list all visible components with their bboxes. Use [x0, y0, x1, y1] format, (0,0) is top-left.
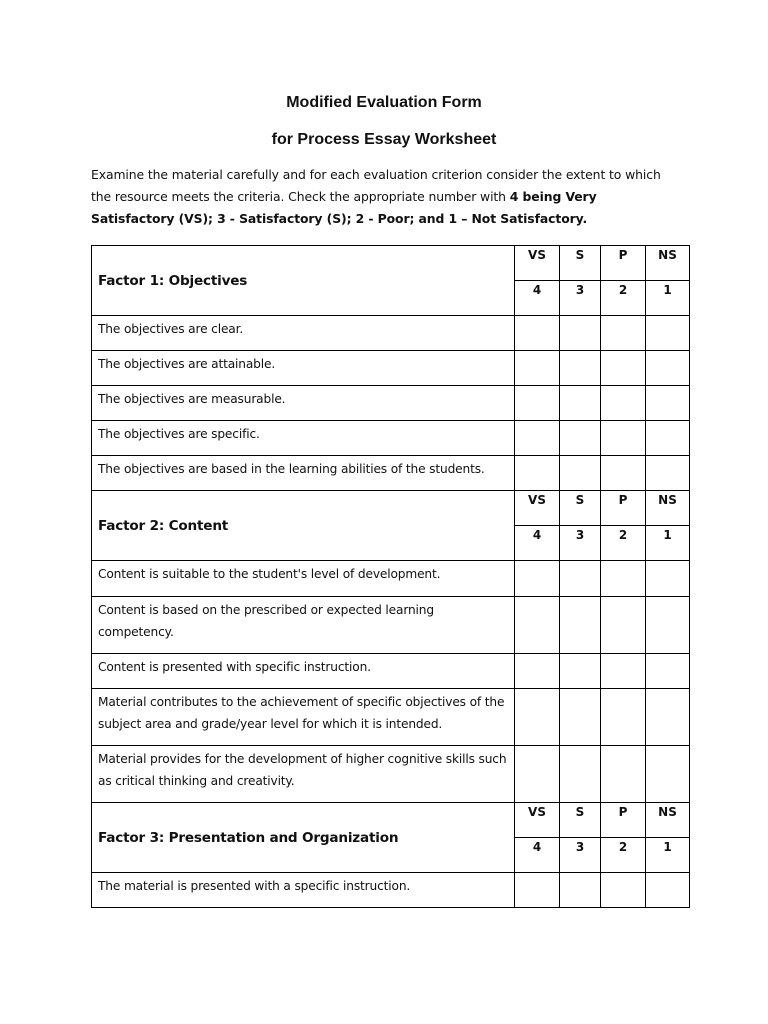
rating-checkbox-cell[interactable] — [646, 351, 690, 386]
factor-header-row — [92, 803, 690, 838]
factor-header-row — [92, 491, 690, 526]
rating-checkbox-cell[interactable] — [515, 386, 560, 421]
rating-checkbox-cell[interactable] — [646, 316, 690, 351]
rating-value: 3 — [560, 526, 601, 561]
rating-checkbox-cell[interactable] — [560, 654, 601, 689]
rating-checkbox-cell[interactable] — [646, 873, 690, 908]
rating-checkbox-cell[interactable] — [560, 597, 601, 654]
rating-value: 4 — [515, 526, 560, 561]
rating-checkbox-cell[interactable] — [601, 386, 646, 421]
criterion-text: The objectives are based in the learning abilities of the students. — [92, 456, 515, 491]
rating-label: VS — [515, 246, 560, 281]
factor-header-row — [92, 246, 690, 281]
criterion-row — [92, 456, 690, 491]
factor-title: Factor 3: Presentation and Organization — [92, 803, 515, 873]
rating-checkbox-cell[interactable] — [601, 351, 646, 386]
rating-checkbox-cell[interactable] — [560, 316, 601, 351]
criterion-text: Content is presented with specific instruction. — [92, 654, 515, 689]
rating-label: NS — [646, 491, 690, 526]
rating-value: 2 — [601, 838, 646, 873]
criterion-text: The material is presented with a specific instruction. — [92, 873, 515, 908]
rating-checkbox-cell[interactable] — [515, 873, 560, 908]
criterion-text: Material contributes to the achievement of specific objectives of the subject area and grade/year level for which it is intended. — [92, 689, 515, 746]
rating-label: VS — [515, 803, 560, 838]
rating-checkbox-cell[interactable] — [601, 746, 646, 803]
rating-checkbox-cell[interactable] — [515, 456, 560, 491]
rating-checkbox-cell[interactable] — [560, 386, 601, 421]
instructions-paragraph — [91, 164, 681, 230]
form-subtitle: for Process Essay Worksheet — [271, 131, 497, 148]
rating-checkbox-cell[interactable] — [560, 456, 601, 491]
rating-checkbox-cell[interactable] — [646, 689, 690, 746]
rating-checkbox-cell[interactable] — [646, 746, 690, 803]
rating-checkbox-cell[interactable] — [515, 689, 560, 746]
rating-value: 3 — [560, 281, 601, 316]
rating-label: P — [601, 491, 646, 526]
instructions-scale: 4 being Very Satisfactory (VS); 3 - Satisfactory (S); 2 - Poor; and 1 – Not Satisfactory. — [91, 189, 597, 226]
instructions-text: Examine the material carefully and for each evaluation criterion consider the extent to which the resource meets the criteria. Check the appropriate number with — [91, 167, 661, 204]
criterion-row — [92, 421, 690, 456]
rating-checkbox-cell[interactable] — [646, 654, 690, 689]
criterion-row — [92, 597, 690, 654]
rating-value: 4 — [515, 281, 560, 316]
rating-label: VS — [515, 491, 560, 526]
rating-checkbox-cell[interactable] — [646, 597, 690, 654]
criterion-text: The objectives are specific. — [92, 421, 515, 456]
rating-label: NS — [646, 803, 690, 838]
rating-checkbox-cell[interactable] — [601, 316, 646, 351]
rating-checkbox-cell[interactable] — [646, 421, 690, 456]
form-title: Modified Evaluation Form — [286, 94, 482, 111]
rating-checkbox-cell[interactable] — [515, 597, 560, 654]
rating-value: 1 — [646, 526, 690, 561]
criterion-row — [92, 351, 690, 386]
rating-value: 2 — [601, 526, 646, 561]
criterion-text: The objectives are attainable. — [92, 351, 515, 386]
rating-checkbox-cell[interactable] — [646, 386, 690, 421]
rating-checkbox-cell[interactable] — [515, 654, 560, 689]
rating-checkbox-cell[interactable] — [560, 873, 601, 908]
rating-value: 4 — [515, 838, 560, 873]
rating-checkbox-cell[interactable] — [601, 456, 646, 491]
criterion-text: The objectives are measurable. — [92, 386, 515, 421]
rating-checkbox-cell[interactable] — [601, 654, 646, 689]
rating-checkbox-cell[interactable] — [515, 746, 560, 803]
factor-title: Factor 1: Objectives — [92, 246, 515, 316]
rating-checkbox-cell[interactable] — [515, 316, 560, 351]
rating-checkbox-cell[interactable] — [601, 597, 646, 654]
rating-checkbox-cell[interactable] — [601, 561, 646, 597]
criterion-row — [92, 316, 690, 351]
rating-label: P — [601, 803, 646, 838]
rating-checkbox-cell[interactable] — [560, 421, 601, 456]
rating-label: P — [601, 246, 646, 281]
rating-value: 3 — [560, 838, 601, 873]
rating-label: S — [560, 246, 601, 281]
rating-value: 1 — [646, 838, 690, 873]
rating-checkbox-cell[interactable] — [601, 873, 646, 908]
criterion-row — [92, 746, 690, 803]
rating-label: S — [560, 491, 601, 526]
criterion-row — [92, 561, 690, 597]
rating-checkbox-cell[interactable] — [515, 351, 560, 386]
rating-checkbox-cell[interactable] — [515, 561, 560, 597]
rating-value: 2 — [601, 281, 646, 316]
rating-checkbox-cell[interactable] — [601, 421, 646, 456]
rating-checkbox-cell[interactable] — [560, 746, 601, 803]
rating-checkbox-cell[interactable] — [646, 456, 690, 491]
rating-label: NS — [646, 246, 690, 281]
criterion-row — [92, 873, 690, 908]
rating-checkbox-cell[interactable] — [560, 561, 601, 597]
criterion-text: Content is based on the prescribed or expected learning competency. — [92, 597, 515, 654]
criterion-row — [92, 689, 690, 746]
rating-checkbox-cell[interactable] — [560, 689, 601, 746]
criterion-row — [92, 386, 690, 421]
criterion-text: Content is suitable to the student's level of development. — [92, 561, 515, 597]
evaluation-table — [91, 245, 690, 908]
criterion-text: The objectives are clear. — [92, 316, 515, 351]
rating-checkbox-cell[interactable] — [515, 421, 560, 456]
factor-title: Factor 2: Content — [92, 491, 515, 561]
rating-value: 1 — [646, 281, 690, 316]
rating-label: S — [560, 803, 601, 838]
rating-checkbox-cell[interactable] — [646, 561, 690, 597]
criterion-row — [92, 654, 690, 689]
rating-checkbox-cell[interactable] — [601, 689, 646, 746]
rating-checkbox-cell[interactable] — [560, 351, 601, 386]
criterion-text: Material provides for the development of higher cognitive skills such as critical thinking and creativity. — [92, 746, 515, 803]
